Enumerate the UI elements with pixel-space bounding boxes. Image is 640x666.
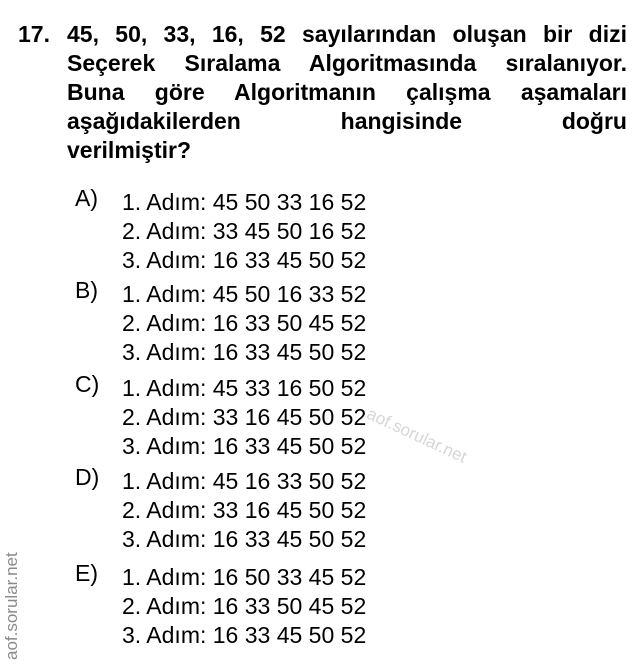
question-line: Seçerek Sıralama Algoritmasında sıralanıyor. [67, 50, 627, 76]
option-step: 1. Adım: 45 50 16 33 52 [122, 281, 367, 307]
option-step: 1. Adım: 16 50 33 45 52 [122, 564, 367, 590]
question-line: Buna göre Algoritmanın çalışma aşamaları [67, 79, 627, 105]
question-text [67, 20, 627, 165]
option-letter: E) [75, 560, 98, 586]
question-number: 17. [18, 21, 50, 47]
option-letter: B) [75, 277, 98, 303]
option-letter: A) [75, 185, 98, 211]
option-step: 1. Adım: 45 50 33 16 52 [122, 189, 367, 215]
option-step: 1. Adım: 45 33 16 50 52 [122, 375, 367, 401]
question-line: 45, 50, 33, 16, 52 sayılarından oluşan bir dizi [67, 21, 627, 47]
option-step: 2. Adım: 16 33 50 45 52 [122, 310, 367, 336]
option-step: 1. Adım: 45 16 33 50 52 [122, 468, 367, 494]
watermark-vertical: aof.sorular.net [2, 552, 21, 660]
option-step: 3. Adım: 16 33 45 50 52 [122, 622, 367, 648]
option-step: 2. Adım: 33 16 45 50 52 [122, 497, 367, 523]
option-letter: D) [75, 464, 100, 490]
option-step: 2. Adım: 16 33 50 45 52 [122, 593, 367, 619]
question-line: aşağıdakilerden hangisinde doğru [67, 108, 627, 134]
option-step: 3. Adım: 16 33 45 50 52 [122, 526, 367, 552]
option-letter: C) [75, 371, 100, 397]
option-step: 3. Adım: 16 33 45 50 52 [122, 339, 367, 365]
question-line: verilmiştir? [67, 137, 191, 163]
option-step: 3. Adım: 16 33 45 50 52 [122, 247, 367, 273]
watermark-diagonal: aof.sorular.net [363, 404, 470, 467]
option-step: 3. Adım: 16 33 45 50 52 [122, 433, 367, 459]
option-step: 2. Adım: 33 16 45 50 52 [122, 404, 367, 430]
option-step: 2. Adım: 33 45 50 16 52 [122, 218, 367, 244]
